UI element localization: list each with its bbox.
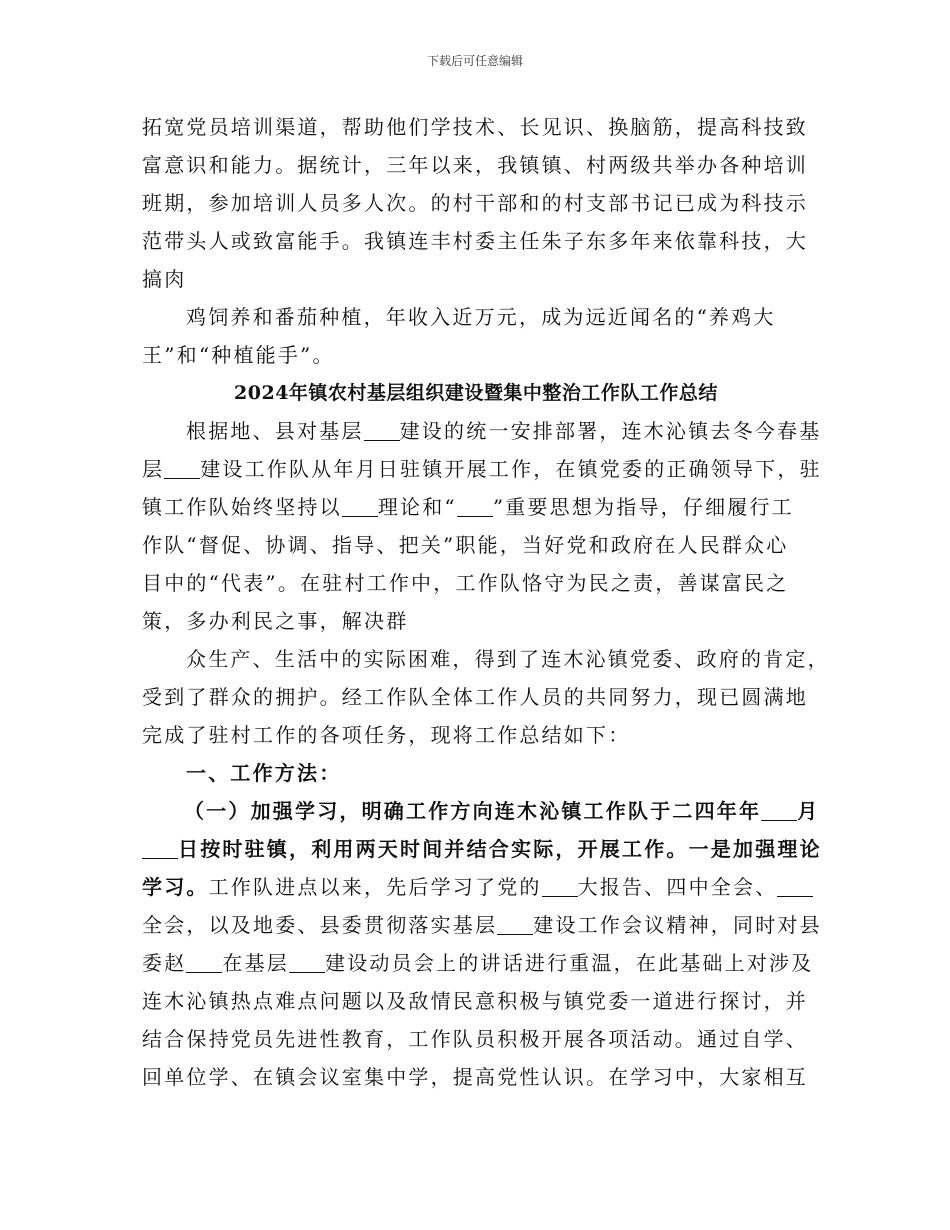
paragraph-line: 搞肉 [142, 267, 187, 291]
text-segment: 日按时驻镇，利用两天时间并结合实际，开展工作。一是加强理论 [178, 837, 822, 861]
paragraph-line: 结合保持党员先进性教育，工作队员积极开展各项活动。通过自学、 [142, 1027, 808, 1051]
blank-underline [542, 874, 578, 897]
blank-underline [364, 418, 400, 441]
page-header: 下载后可任意编辑 [426, 54, 523, 68]
text-segment: 建设工作队从年月日驻镇开展工作，在镇党委的正确领导下，驻 [200, 457, 822, 481]
text-segment: 月 [797, 799, 820, 823]
paragraph-line [142, 488, 810, 526]
paragraph-line: 鸡饲养和番茄种植，年收入近万元，成为远近闻名的“养鸡大 [186, 305, 776, 329]
paragraph-line [142, 944, 814, 982]
section-title: 2024年镇农村基层组织建设暨集中整治工作队工作总结 [234, 382, 718, 404]
text-segment: 在基层 [222, 951, 290, 975]
paragraph-line: 策，多办利民之事，解决群 [142, 609, 409, 633]
paragraph-line: 拓宽党员培训渠道，帮助他们学技术、长见识、换脑筋，提高科技致 [142, 115, 808, 139]
paragraph-line: 目中的“代表”。在驻村工作中，工作队恪守为民之责，善谋富民之 [142, 571, 789, 595]
blank-underline [497, 912, 533, 935]
paragraph-line: 作队“督促、协调、指导、把关”职能，当好党和政府在人民群众心 [142, 533, 789, 557]
text-segment: 理论和“ [377, 495, 457, 519]
text-segment: 全会，以及地委、县委贯彻落实基层 [142, 913, 498, 937]
paragraph-line [142, 906, 822, 944]
text-segment: 根据地、县对基层 [186, 419, 364, 443]
paragraph-line [142, 830, 822, 868]
blank-underline [457, 494, 493, 517]
text-segment: 工作队进点以来，先后学习了党的 [208, 875, 542, 899]
text-segment: 建设的统一安排部署，连木沁镇去冬今春基 [399, 419, 822, 443]
text-segment: 层 [142, 457, 165, 481]
text-segment: 大报告、四中全会、 [577, 875, 778, 899]
document-body [142, 108, 830, 1096]
blank-underline [186, 950, 222, 973]
paragraph-line: 受到了群众的拥护。经工作队全体工作人员的共同努力，现已圆满地 [142, 685, 808, 709]
paragraph-line: 连木沁镇热点难点问题以及敌情民意积极与镇党委一道进行探讨，并 [142, 989, 808, 1013]
paragraph-line: 范带头人或致富能手。我镇连丰村委主任朱子东多年来依靠科技，大 [142, 229, 808, 253]
paragraph-line: 班期，参加培训人员多人次。的村干部和的村支部书记已成为科技示 [142, 191, 808, 215]
paragraph-line: 王”和“种植能手”。 [142, 343, 335, 367]
paragraph-line: 众生产、生活中的实际困难，得到了连木沁镇党委、政府的肯定， [186, 647, 830, 671]
blank-underline [142, 836, 178, 859]
paragraph-line [142, 868, 810, 906]
paragraph-line [142, 412, 822, 450]
paragraph-line: 完成了驻村工作的各项任务，现将工作总结如下： [142, 723, 631, 747]
paragraph-line: 富意识和能力。据统计，三年以来，我镇镇、村两级共举办各种培训 [142, 153, 808, 177]
text-segment: 委赵 [142, 951, 187, 975]
paragraph-line [142, 792, 820, 830]
paragraph-line [142, 450, 822, 488]
text-segment: 镇工作队始终坚持以 [142, 495, 342, 519]
blank-underline [289, 950, 325, 973]
blank-underline [342, 494, 378, 517]
text-segment: 学习。 [142, 875, 209, 899]
blank-underline [761, 798, 797, 821]
blank-underline [164, 456, 200, 479]
paragraph-line: 回单位学、在镇会议室集中学，提高党性认识。在学习中，大家相互 [142, 1065, 808, 1089]
blank-underline [777, 874, 813, 897]
text-segment: 建设动员会上的讲话进行重温，在此基础上对涉及 [325, 951, 814, 975]
text-segment: 建设工作会议精神，同时对县 [533, 913, 822, 937]
text-segment: ”重要思想为指导，仔细履行工 [492, 495, 794, 519]
text-segment: （一）加强学习，明确工作方向连木沁镇工作队于二四年年 [184, 799, 762, 823]
section-heading: 一、工作方法： [186, 761, 342, 785]
